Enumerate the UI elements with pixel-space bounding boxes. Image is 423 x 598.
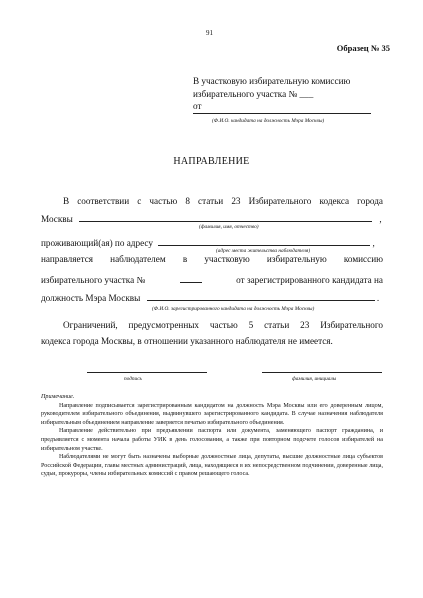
paragraph-1-line-3 (41, 237, 375, 248)
moscow-word: Москвы (41, 214, 73, 224)
address-fill-line (158, 237, 370, 246)
note-3: Наблюдателями не могут быть назначены выборные должностные лица, депутаты, высшие должностные лица субъектов Российской Федерации, главы местных администраций, лица, находящиеся в их непосредственном подчинении, доверенные лица, судьи, прокуроры, члены избирательных комиссий с правом решающего голоса. (41, 454, 383, 478)
resident-label: проживающий(ая) по адресу (41, 238, 153, 248)
document-title: НАПРАВЛЕНИЕ (173, 156, 250, 167)
mayor-position-label: должность Мэра Москвы (41, 293, 141, 303)
paragraph-2-line-2: кодекса города Москвы, в отношении указанного наблюдателя не имеется. (41, 336, 333, 346)
comma-2: , (372, 238, 375, 248)
page-number: 91 (206, 29, 213, 37)
comma: , (379, 214, 382, 224)
registered-candidate-fill-line (147, 292, 375, 301)
precinct-number-fill-line (180, 274, 202, 283)
paragraph-1-line-5 (41, 274, 383, 285)
paragraph-2-line-1: Ограничений, предусмотренных частью 5 статьи 23 Избирательного (63, 320, 383, 330)
sample-label: Образец № 35 (336, 43, 390, 53)
surname-fill-line (262, 372, 382, 373)
surname-caption: фамилия, инициалы (292, 376, 337, 382)
address-caption: (адрес места жительства наблюдателя) (216, 248, 311, 254)
addressee-line-1: В участковую избирательную комиссию (193, 76, 351, 86)
candidate-from-text: от зарегистрированного кандидата на (236, 275, 383, 285)
addressee-line-2: избирательного участка № ___ (193, 89, 314, 99)
paragraph-1-line-2 (41, 213, 382, 224)
candidate-fill-line (193, 113, 371, 114)
paragraph-1-line-6 (41, 292, 379, 303)
registered-candidate-caption: (Ф.И.О. зарегистрированного кандидата на должность Мэра Москвы) (152, 306, 315, 312)
precinct-label: избирательного участка № (41, 275, 146, 285)
name-caption: (фамилия, имя, отчество) (199, 224, 259, 230)
notes-heading: Примечание. (41, 394, 75, 400)
addressee-line-3: от (193, 101, 202, 111)
signature-fill-line (87, 372, 207, 373)
note-1: Направление подписывается зарегистрированным кандидатом на должность Мэра Москвы или его доверенным лицом, руководителем избирательного объединения, выдвинувшего зарегистрированного кандидата. В случае назначения наблюдателя избирательным объединением направление заверяется печатью избирательного объединения. (41, 402, 383, 426)
candidate-caption: (Ф.И.О. кандидата на должность Мэра Москвы) (212, 118, 325, 124)
notes-section (41, 393, 383, 479)
period: . (376, 293, 380, 303)
note-2: Направление действительно при предъявлении паспорта или документа, заменяющего паспорт гражданина, и предъявляется с момента начала работы УИК в день голосования, а также при повторном подсчете голосов избирателей на избирательном участке. (41, 428, 383, 452)
paragraph-1-line-4: направляется наблюдателем в участковую избирательную комиссию (41, 254, 383, 264)
observer-name-fill-line (79, 213, 372, 222)
signature-caption: подпись (124, 376, 142, 382)
paragraph-1-line-1: В соответствии с частью 8 статьи 23 Избирательного кодекса города (63, 196, 383, 206)
